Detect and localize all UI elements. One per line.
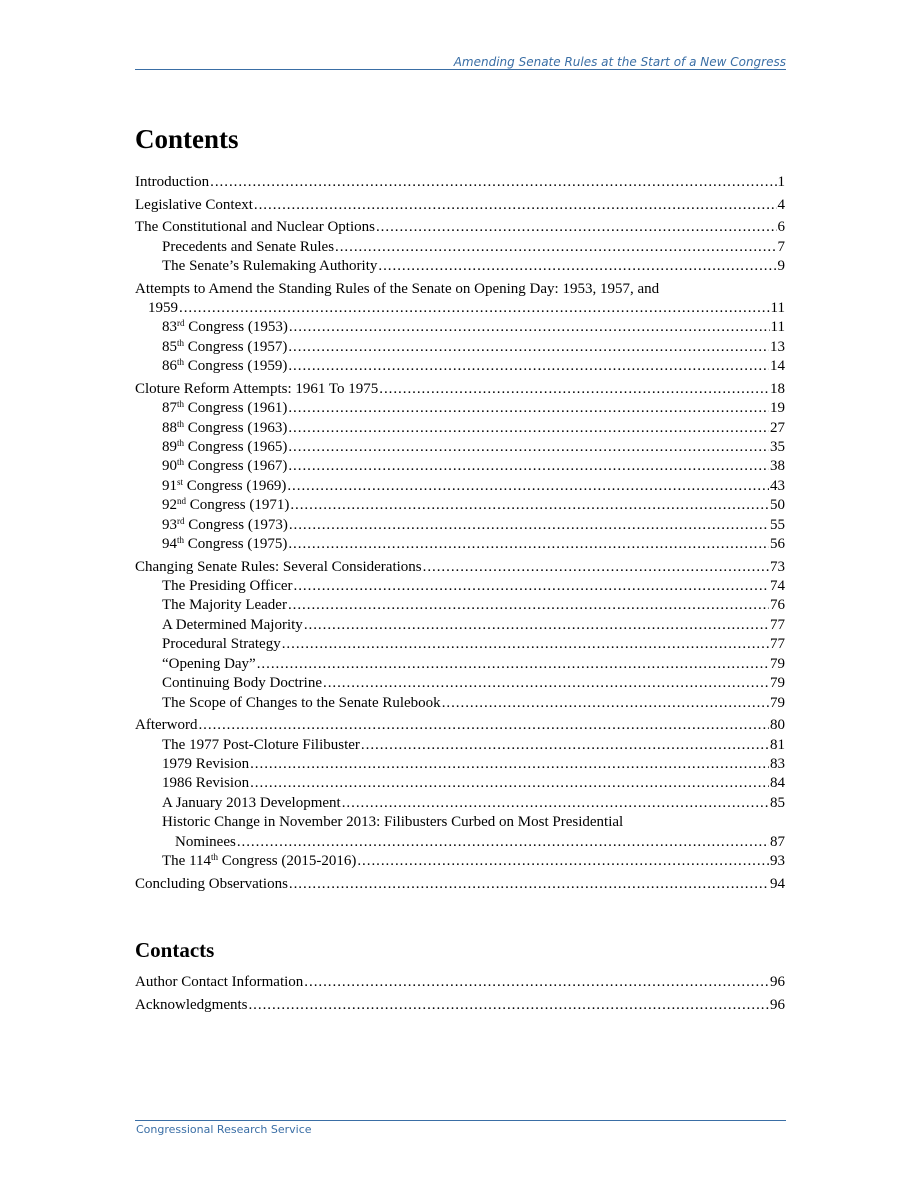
toc-entry[interactable] xyxy=(135,996,785,1015)
dot-leader xyxy=(179,299,770,318)
toc-entry-title: Congress (1965) xyxy=(187,439,288,456)
toc-entry-label xyxy=(162,535,287,554)
toc-entry-label xyxy=(162,238,334,257)
toc-entry-title: The Constitutional and Nuclear Options xyxy=(135,219,375,236)
toc-entry-title: Congress (1961) xyxy=(187,400,288,417)
toc-entry[interactable] xyxy=(135,457,785,476)
dot-leader xyxy=(210,173,776,192)
toc-entry[interactable] xyxy=(135,694,785,713)
running-footer: Congressional Research Service xyxy=(136,1123,312,1136)
toc-entry-line xyxy=(135,996,785,1015)
toc-entry-ordinal: 93 xyxy=(162,516,177,533)
toc-page-number: 77 xyxy=(770,616,785,633)
toc-page-number: 18 xyxy=(770,380,785,397)
toc-entry-label xyxy=(162,736,360,755)
toc-entry-ordinal-suffix: th xyxy=(211,851,219,862)
toc-entry[interactable] xyxy=(135,318,785,337)
toc-page-number: 38 xyxy=(770,458,785,475)
toc-entry[interactable] xyxy=(135,516,785,535)
dot-leader xyxy=(288,438,769,457)
toc-page-number: 76 xyxy=(770,597,785,614)
dot-leader xyxy=(289,875,769,894)
toc-page-number: 79 xyxy=(770,694,785,711)
toc-entry-ordinal: 89 xyxy=(162,439,177,456)
toc-entry-line xyxy=(162,516,785,535)
toc-entry-label xyxy=(162,577,293,596)
toc-entry-title: Changing Senate Rules: Several Considerations xyxy=(135,558,422,575)
toc-page-number: 6 xyxy=(777,219,785,236)
dot-leader xyxy=(288,596,769,615)
toc-entry-label xyxy=(162,477,286,496)
toc-entry-title: The Senate’s Rulemaking Authority xyxy=(162,258,378,274)
toc-entry-line xyxy=(162,496,785,515)
toc-entry[interactable] xyxy=(135,535,785,554)
toc-entry-title: Congress (1957) xyxy=(187,338,288,355)
toc-entry-line xyxy=(162,257,785,276)
toc-entry-title-line xyxy=(162,813,785,832)
contacts-list xyxy=(135,973,785,1015)
toc-entry-label xyxy=(162,616,303,635)
footer-rule xyxy=(135,1120,786,1121)
toc-entry-ordinal: 86 xyxy=(162,358,177,375)
toc-entry-label xyxy=(162,755,249,774)
toc-page-number: 96 xyxy=(770,974,785,990)
toc-entry[interactable] xyxy=(135,380,785,399)
toc-page-number: 11 xyxy=(770,319,785,336)
toc-entry-label xyxy=(162,438,287,457)
toc-entry-title: A Determined Majority xyxy=(162,616,303,633)
toc-page-number: 11 xyxy=(770,300,785,316)
toc-entry[interactable] xyxy=(135,655,785,674)
toc-page-number: 84 xyxy=(770,775,785,792)
toc-entry-title: Legislative Context xyxy=(135,196,253,213)
toc-page-number: 79 xyxy=(770,655,785,672)
toc-entry-ordinal-suffix: th xyxy=(177,418,185,429)
toc-entry-line xyxy=(135,173,785,192)
toc-page-number: 7 xyxy=(777,238,785,255)
toc-entry-title: Precedents and Senate Rules xyxy=(162,238,335,255)
dot-leader xyxy=(288,419,769,438)
toc-entry[interactable] xyxy=(135,577,785,596)
dot-leader xyxy=(288,399,769,418)
dot-leader xyxy=(378,257,776,276)
toc-entry-title: 1979 Revision xyxy=(162,755,250,772)
dot-leader xyxy=(250,774,769,793)
dot-leader xyxy=(379,380,769,399)
toc-entry-label xyxy=(162,357,287,376)
toc-page-number: 85 xyxy=(770,794,785,811)
dot-leader xyxy=(342,794,769,813)
toc-entry[interactable] xyxy=(135,218,785,237)
toc-entry-label xyxy=(162,257,377,276)
toc-entry-label xyxy=(135,218,375,237)
toc-page-number: 93 xyxy=(770,852,785,869)
toc-page-number: 9 xyxy=(777,258,785,274)
toc-entry-line xyxy=(162,694,785,713)
toc-entry[interactable] xyxy=(135,173,785,192)
toc-entry-label xyxy=(135,380,378,399)
toc-entry[interactable] xyxy=(135,716,785,735)
toc-entry-ordinal-suffix: rd xyxy=(177,318,185,329)
toc-entry[interactable] xyxy=(135,616,785,635)
dot-leader xyxy=(304,973,769,992)
toc-entry-line xyxy=(162,736,785,755)
toc-entry-title: Continuing Body Doctrine xyxy=(162,675,322,692)
toc-entry-line xyxy=(162,655,785,674)
dot-leader xyxy=(250,755,769,774)
toc-entry[interactable] xyxy=(135,794,785,813)
toc-entry-ordinal: 90 xyxy=(162,458,177,475)
toc-entry-title: 1986 Revision xyxy=(162,775,250,792)
toc-entry-line xyxy=(162,616,785,635)
dot-leader xyxy=(442,694,769,713)
toc-entry-title: Congress (1963) xyxy=(187,419,288,436)
toc-entry-prefix: The 114 xyxy=(162,852,212,869)
toc-page-number: 96 xyxy=(770,996,785,1013)
table-of-contents xyxy=(135,173,785,894)
toc-entry-title: Author Contact Information xyxy=(135,974,304,990)
toc-page-number: 87 xyxy=(770,833,785,850)
toc-entry[interactable] xyxy=(135,596,785,615)
dot-leader xyxy=(304,616,769,635)
toc-entry-line xyxy=(162,357,785,376)
toc-entry-line xyxy=(162,477,785,496)
toc-entry-label xyxy=(135,973,303,992)
toc-entry-label xyxy=(135,716,197,735)
dot-leader xyxy=(288,457,769,476)
toc-entry-title: Procedural Strategy xyxy=(162,636,281,653)
toc-entry-ordinal: 88 xyxy=(162,419,177,436)
dot-leader xyxy=(423,558,769,577)
toc-entry-ordinal-suffix: st xyxy=(177,476,184,487)
toc-entry[interactable] xyxy=(135,736,785,755)
dot-leader xyxy=(289,516,769,535)
toc-entry-label xyxy=(162,318,288,337)
toc-page-number: 50 xyxy=(770,497,785,514)
toc-page-number: 27 xyxy=(770,419,785,436)
toc-entry-label xyxy=(162,596,287,615)
toc-page-number: 13 xyxy=(770,338,785,355)
toc-entry[interactable] xyxy=(135,357,785,376)
toc-entry-ordinal: 94 xyxy=(162,536,177,553)
toc-entry-title: The 1977 Post-Cloture Filibuster xyxy=(162,736,360,753)
toc-entry-title: Congress (1967) xyxy=(187,458,288,475)
dot-leader xyxy=(288,535,769,554)
dot-leader xyxy=(254,196,777,215)
toc-page-number: 43 xyxy=(770,477,785,494)
toc-page-number: 77 xyxy=(770,636,785,653)
toc-entry-line xyxy=(162,774,785,793)
toc-entry-title: Afterword xyxy=(135,717,198,734)
toc-entry-line xyxy=(135,716,785,735)
toc-page-number: 55 xyxy=(770,516,785,533)
toc-entry-line xyxy=(162,438,785,457)
toc-entry-line xyxy=(162,596,785,615)
toc-entry-title: A January 2013 Development xyxy=(162,794,341,811)
toc-entry[interactable] xyxy=(135,635,785,654)
dot-leader xyxy=(335,238,776,257)
toc-entry-title: The Presiding Officer xyxy=(162,578,293,595)
toc-entry[interactable] xyxy=(135,875,785,894)
toc-entry-ordinal: 85 xyxy=(162,338,177,355)
toc-entry-title: Historic Change in November 2013: Filibusters Curbed on Most Presidential xyxy=(162,814,624,831)
toc-entry[interactable] xyxy=(135,496,785,515)
toc-entry-title: Congress (1953) xyxy=(188,319,288,336)
toc-entry-line xyxy=(162,457,785,476)
toc-entry-line xyxy=(162,635,785,654)
toc-entry[interactable] xyxy=(135,196,785,215)
toc-entry-ordinal-suffix: th xyxy=(177,438,185,449)
dot-leader xyxy=(376,218,777,237)
toc-entry-title-line xyxy=(135,280,785,299)
toc-entry-line xyxy=(135,973,785,992)
toc-entry-ordinal-suffix: th xyxy=(177,337,185,348)
toc-page-number: 73 xyxy=(770,558,785,575)
toc-page-number: 56 xyxy=(770,536,785,553)
toc-entry-title-continued: 1959 xyxy=(148,300,178,316)
toc-entry-line xyxy=(162,852,785,871)
toc-entry-line xyxy=(135,558,785,577)
dot-leader xyxy=(248,996,769,1015)
toc-page-number: 74 xyxy=(770,578,785,595)
toc-page-number: 19 xyxy=(770,400,785,417)
toc-entry-label xyxy=(162,694,441,713)
dot-leader xyxy=(287,477,769,496)
toc-entry-label xyxy=(162,457,287,476)
contacts-heading: Contacts xyxy=(135,938,215,962)
toc-entry[interactable] xyxy=(135,419,785,438)
dot-leader xyxy=(288,338,769,357)
toc-entry-label xyxy=(162,774,249,793)
toc-page-number: 94 xyxy=(770,875,785,892)
toc-entry-label xyxy=(162,674,322,693)
toc-entry-label xyxy=(135,173,209,192)
toc-entry-label xyxy=(162,516,288,535)
toc-entry[interactable] xyxy=(135,438,785,457)
toc-entry[interactable] xyxy=(135,755,785,774)
toc-entry-line xyxy=(135,196,785,215)
dot-leader xyxy=(198,716,769,735)
toc-entry-title: Congress (1959) xyxy=(187,358,288,375)
toc-entry-title: Cloture Reform Attempts: 1961 To 1975 xyxy=(135,380,379,397)
dot-leader xyxy=(282,635,769,654)
toc-entry-title: “Opening Day” xyxy=(162,655,256,672)
toc-entry[interactable] xyxy=(135,852,785,871)
toc-entry-line xyxy=(162,399,785,418)
toc-page-number: 80 xyxy=(770,717,785,734)
dot-leader xyxy=(290,496,769,515)
toc-entry-line xyxy=(162,794,785,813)
contents-heading: Contents xyxy=(135,124,239,154)
toc-entry-title: Congress (1969) xyxy=(186,477,287,494)
toc-entry-line xyxy=(162,577,785,596)
toc-entry-ordinal-suffix: th xyxy=(177,399,185,410)
toc-entry-line xyxy=(162,674,785,693)
toc-entry-title: The Scope of Changes to the Senate Rulebook xyxy=(162,694,441,711)
toc-entry-label xyxy=(162,635,281,654)
toc-entry-title: The Majority Leader xyxy=(162,597,287,614)
toc-entry-label xyxy=(135,558,422,577)
toc-page-number: 83 xyxy=(770,755,785,772)
toc-entry-ordinal-suffix: nd xyxy=(177,496,186,507)
toc-entry-label xyxy=(162,399,287,418)
toc-page-number: 1 xyxy=(777,174,785,190)
toc-entry-ordinal-suffix: rd xyxy=(177,515,185,526)
toc-entry-label xyxy=(135,196,253,215)
toc-entry[interactable] xyxy=(135,399,785,418)
toc-entry-ordinal-suffix: th xyxy=(177,457,185,468)
toc-entry-title: Congress (1971) xyxy=(189,497,290,514)
toc-entry-title: Acknowledgments xyxy=(135,996,248,1013)
toc-entry-label xyxy=(162,852,356,871)
toc-entry-title: Congress (1973) xyxy=(188,516,288,533)
toc-entry-label xyxy=(162,655,256,674)
toc-entry-ordinal-suffix: th xyxy=(177,535,185,546)
toc-entry-line xyxy=(162,238,785,257)
toc-page-number: 35 xyxy=(770,439,785,456)
toc-entry-line xyxy=(162,318,785,337)
toc-entry-line xyxy=(135,299,785,318)
toc-entry-title-continued: Nominees xyxy=(175,833,236,850)
toc-entry[interactable] xyxy=(135,813,785,852)
toc-entry-line xyxy=(162,338,785,357)
toc-entry[interactable] xyxy=(135,774,785,793)
toc-entry-line xyxy=(135,875,785,894)
toc-entry-line xyxy=(162,535,785,554)
toc-entry-ordinal: 91 xyxy=(162,477,177,494)
dot-leader xyxy=(257,655,769,674)
toc-entry-line xyxy=(162,833,785,852)
toc-entry-title: Congress (2015-2016) xyxy=(221,852,357,869)
toc-entry-label xyxy=(162,338,287,357)
running-header: Amending Senate Rules at the Start of a New Congress xyxy=(453,55,786,69)
toc-entry[interactable] xyxy=(135,973,785,992)
toc-entry-ordinal-suffix: th xyxy=(177,357,185,368)
toc-page-number: 81 xyxy=(770,736,785,753)
toc-entry-ordinal: 92 xyxy=(162,497,177,514)
toc-entry-title: Attempts to Amend the Standing Rules of the Senate on Opening Day: 1953, 1957, and xyxy=(135,280,660,297)
toc-entry-label xyxy=(162,496,289,515)
toc-entry-line xyxy=(135,380,785,399)
dot-leader xyxy=(323,674,769,693)
dot-leader xyxy=(294,577,769,596)
toc-entry-ordinal: 87 xyxy=(162,400,177,417)
toc-entry[interactable] xyxy=(135,257,785,276)
toc-entry-ordinal: 83 xyxy=(162,319,177,336)
toc-page-number: 79 xyxy=(770,675,785,692)
toc-entry[interactable] xyxy=(135,477,785,496)
toc-entry-label xyxy=(135,996,247,1015)
toc-entry[interactable] xyxy=(135,558,785,577)
toc-entry[interactable] xyxy=(135,674,785,693)
toc-page-number: 4 xyxy=(777,196,785,213)
dot-leader xyxy=(237,833,769,852)
toc-entry[interactable] xyxy=(135,280,785,319)
toc-page-number: 14 xyxy=(770,358,785,375)
toc-entry-line xyxy=(135,218,785,237)
toc-entry-line xyxy=(162,419,785,438)
header-rule xyxy=(135,69,786,70)
toc-entry-label xyxy=(135,875,288,894)
toc-entry[interactable] xyxy=(135,238,785,257)
dot-leader xyxy=(361,736,769,755)
toc-entry-label xyxy=(162,419,287,438)
dot-leader xyxy=(289,318,770,337)
toc-entry-label xyxy=(162,794,341,813)
toc-entry-title: Congress (1975) xyxy=(187,536,288,553)
toc-entry-title: Concluding Observations xyxy=(135,875,288,892)
toc-entry-line xyxy=(162,755,785,774)
dot-leader xyxy=(357,852,769,871)
toc-entry-title: Introduction xyxy=(135,174,210,190)
toc-entry[interactable] xyxy=(135,338,785,357)
dot-leader xyxy=(288,357,769,376)
